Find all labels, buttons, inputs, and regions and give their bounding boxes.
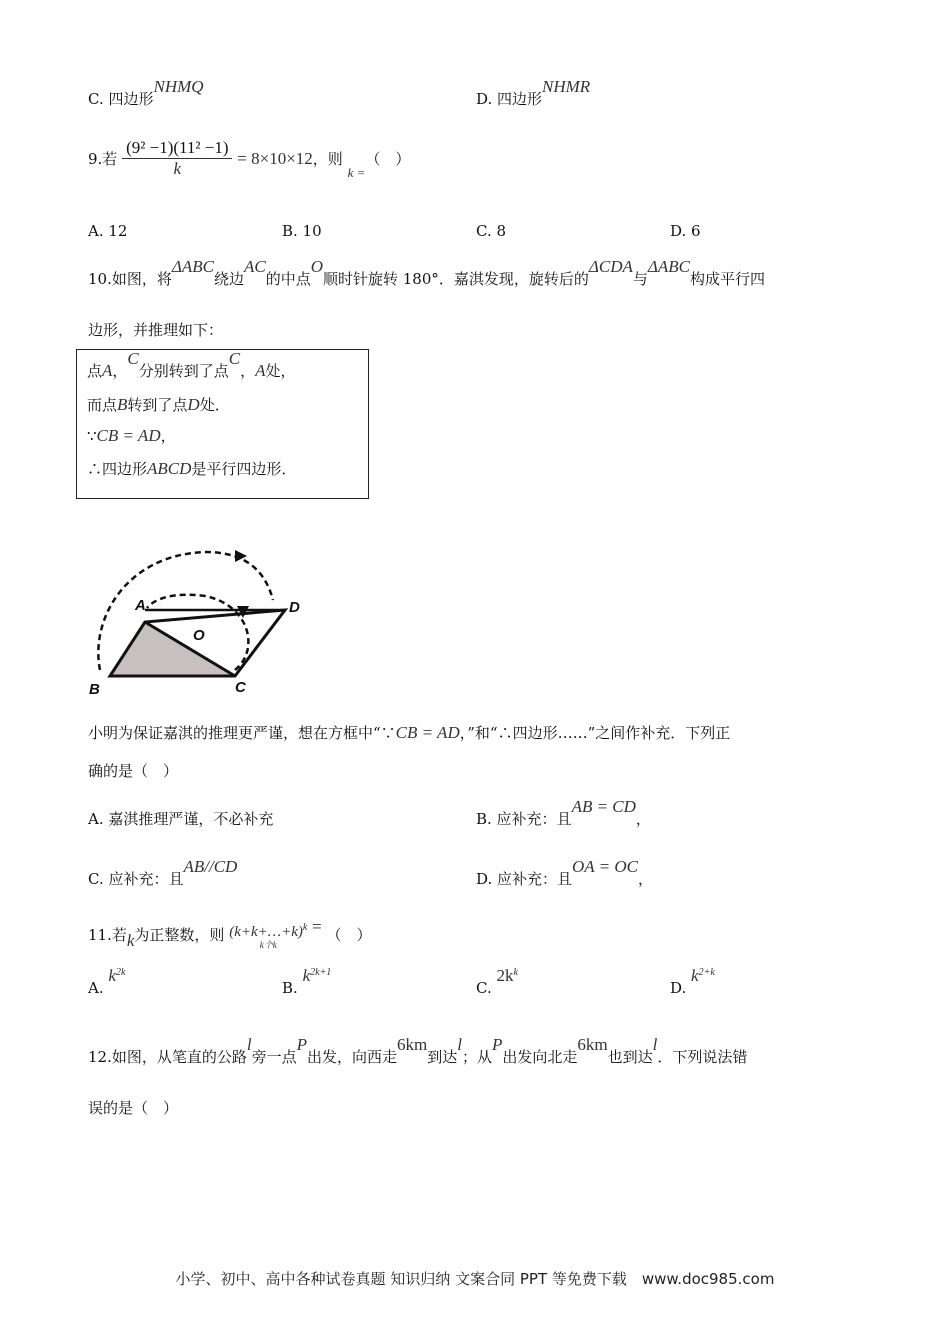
q9-option-c: C. 8 (476, 222, 507, 240)
label-a: A (135, 597, 146, 614)
q10-ask-line2: 确的是（ ） (88, 762, 179, 780)
q11-option-b: B. $k^{2k+1}$ (282, 966, 332, 997)
q9-option-a: A. 12 (88, 222, 128, 240)
q12-stem-line2: 误的是（ ） (88, 1099, 179, 1117)
q9-option-d: D. 6 (670, 222, 701, 240)
q10-option-a: A. 嘉淇推理严谨，不必补充 (88, 810, 274, 828)
footer-banner: 小学、初中、高中各种试卷真题 知识归纳 文案合同 PPT 等免费下载 www.doc985.com (175, 1270, 775, 1288)
q10-stem-line2: 边形，并推理如下： (88, 321, 224, 339)
q12-stem: 12.如图，从笔直的公路l旁一点P出发，向西走6km到达l；从P出发向北走6km也到达l．下列说法错 (88, 1035, 748, 1066)
q11-option-c: C. $2k^k$ (476, 966, 518, 997)
q8-option-d: D. 四边形NHMR (476, 77, 591, 108)
q10-option-d: D. 应补充：且OA = OC， (476, 857, 653, 888)
rotation-figure (85, 540, 315, 700)
q10-option-b: B. 应补充：且AB = CD， (476, 797, 651, 828)
q11-option-a: A. $k^{2k}$ (88, 966, 126, 997)
box-line: 点A，C分别转到了点C，A处， (87, 349, 296, 380)
reasoning-box (76, 349, 369, 499)
q9-option-b: B. 10 (282, 222, 322, 240)
box-line: ∴四边形ABCD是平行四边形． (87, 459, 297, 478)
label-c: C (235, 679, 246, 696)
label-d: D (289, 599, 300, 616)
q11-stem: 11.若k为正整数，则 (k+k+…+k)$^k$ k个k = （ ） (88, 917, 372, 950)
q10-ask: 小明为保证嘉淇的推理更严谨，想在方框中“∵CB = AD，”和“∴四边形……”之间作补充．下列正 (88, 723, 731, 742)
label-b: B (89, 681, 100, 698)
box-line: 而点B转到了点D处． (87, 395, 230, 414)
q8-option-c: C. 四边形NHMQ (88, 77, 204, 108)
q10-option-c: C. 应补充：且AB//CD (88, 857, 238, 888)
q9-stem: 9.若 $\frac{\text{(9² −1)(11² −1)}}{k}$ = 8×10×12，则 k =（ ） (88, 138, 411, 180)
q11-option-d: D. $k^{2+k}$ (670, 966, 715, 997)
q10-stem: 10.如图，将ΔABC绕边AC的中点O顺时针旋转 180°．嘉淇发现，旋转后的ΔCDA与ΔABC构成平行四 (88, 257, 766, 288)
label-o: O (193, 627, 205, 644)
box-line: ∵CB = AD， (87, 426, 176, 445)
